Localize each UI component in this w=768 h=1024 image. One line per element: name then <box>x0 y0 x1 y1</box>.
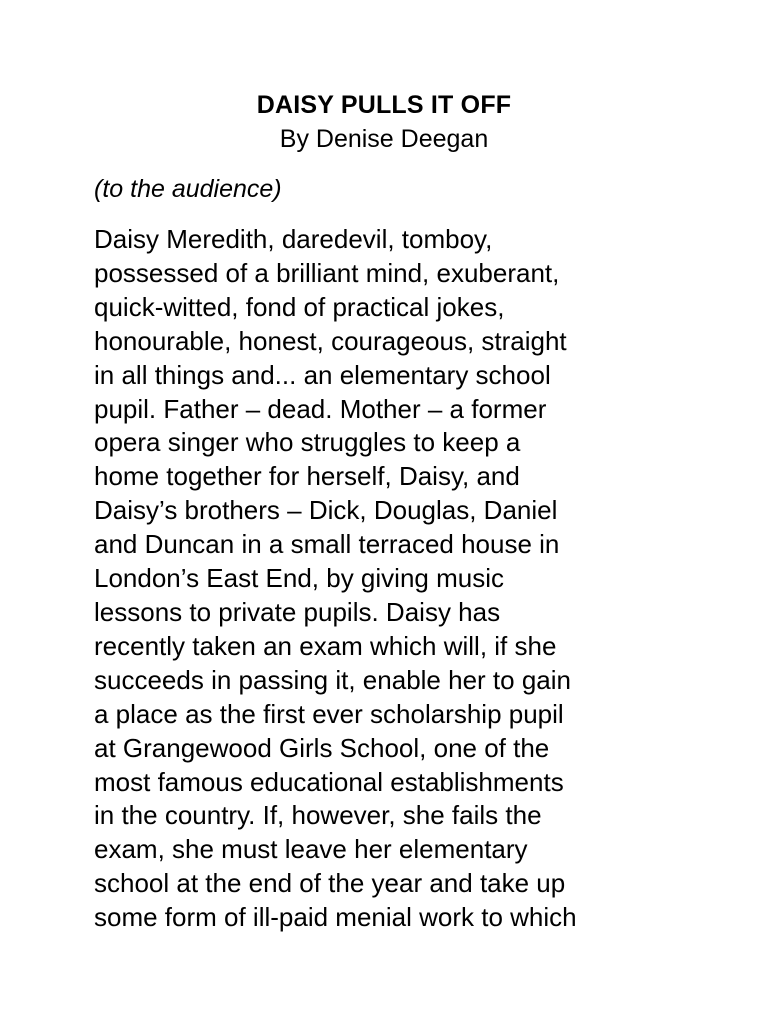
paragraph-line: recently taken an exam which will, if she <box>94 630 557 661</box>
paragraph-line: opera singer who struggles to keep a <box>94 427 521 458</box>
paragraph-line: home together for herself, Daisy, and <box>94 461 520 492</box>
paragraph-line: possessed of a brilliant mind, exuberant, <box>94 257 560 288</box>
paragraph-line: in the country. If, however, she fails the <box>94 800 542 831</box>
paragraph-line: honourable, honest, courageous, straight <box>94 325 567 356</box>
body-paragraph <box>94 223 694 935</box>
paragraph-line: Daisy’s brothers – Dick, Douglas, Daniel <box>94 495 558 526</box>
paragraph-line: exam, she must leave her elementary <box>94 834 528 865</box>
paragraph-line: pupil. Father – dead. Mother – a former <box>94 393 547 424</box>
paragraph-line: London’s East End, by giving music <box>94 563 504 594</box>
paragraph-line: quick-witted, fond of practical jokes, <box>94 291 505 322</box>
paragraph-line: school at the end of the year and take up <box>94 868 566 899</box>
paragraph-line: at Grangewood Girls School, one of the <box>94 732 550 763</box>
paragraph-line: most famous educational establishments <box>94 766 564 797</box>
paragraph-line: and Duncan in a small terraced house in <box>94 529 560 560</box>
paragraph-line: lessons to private pupils. Daisy has <box>94 596 501 627</box>
document-title: DAISY PULLS IT OFF <box>256 91 512 119</box>
paragraph-line: a place as the first ever scholarship pupil <box>94 698 564 729</box>
paragraph-line: some form of ill-paid menial work to which <box>94 902 577 933</box>
paragraph-line: in all things and... an elementary school <box>94 359 551 390</box>
paragraph-line: Daisy Meredith, daredevil, tomboy, <box>94 224 493 254</box>
document-author: By Denise Deegan <box>279 125 489 153</box>
paragraph-line: succeeds in passing it, enable her to gain <box>94 664 571 695</box>
stage-direction: (to the audience) <box>94 175 282 203</box>
